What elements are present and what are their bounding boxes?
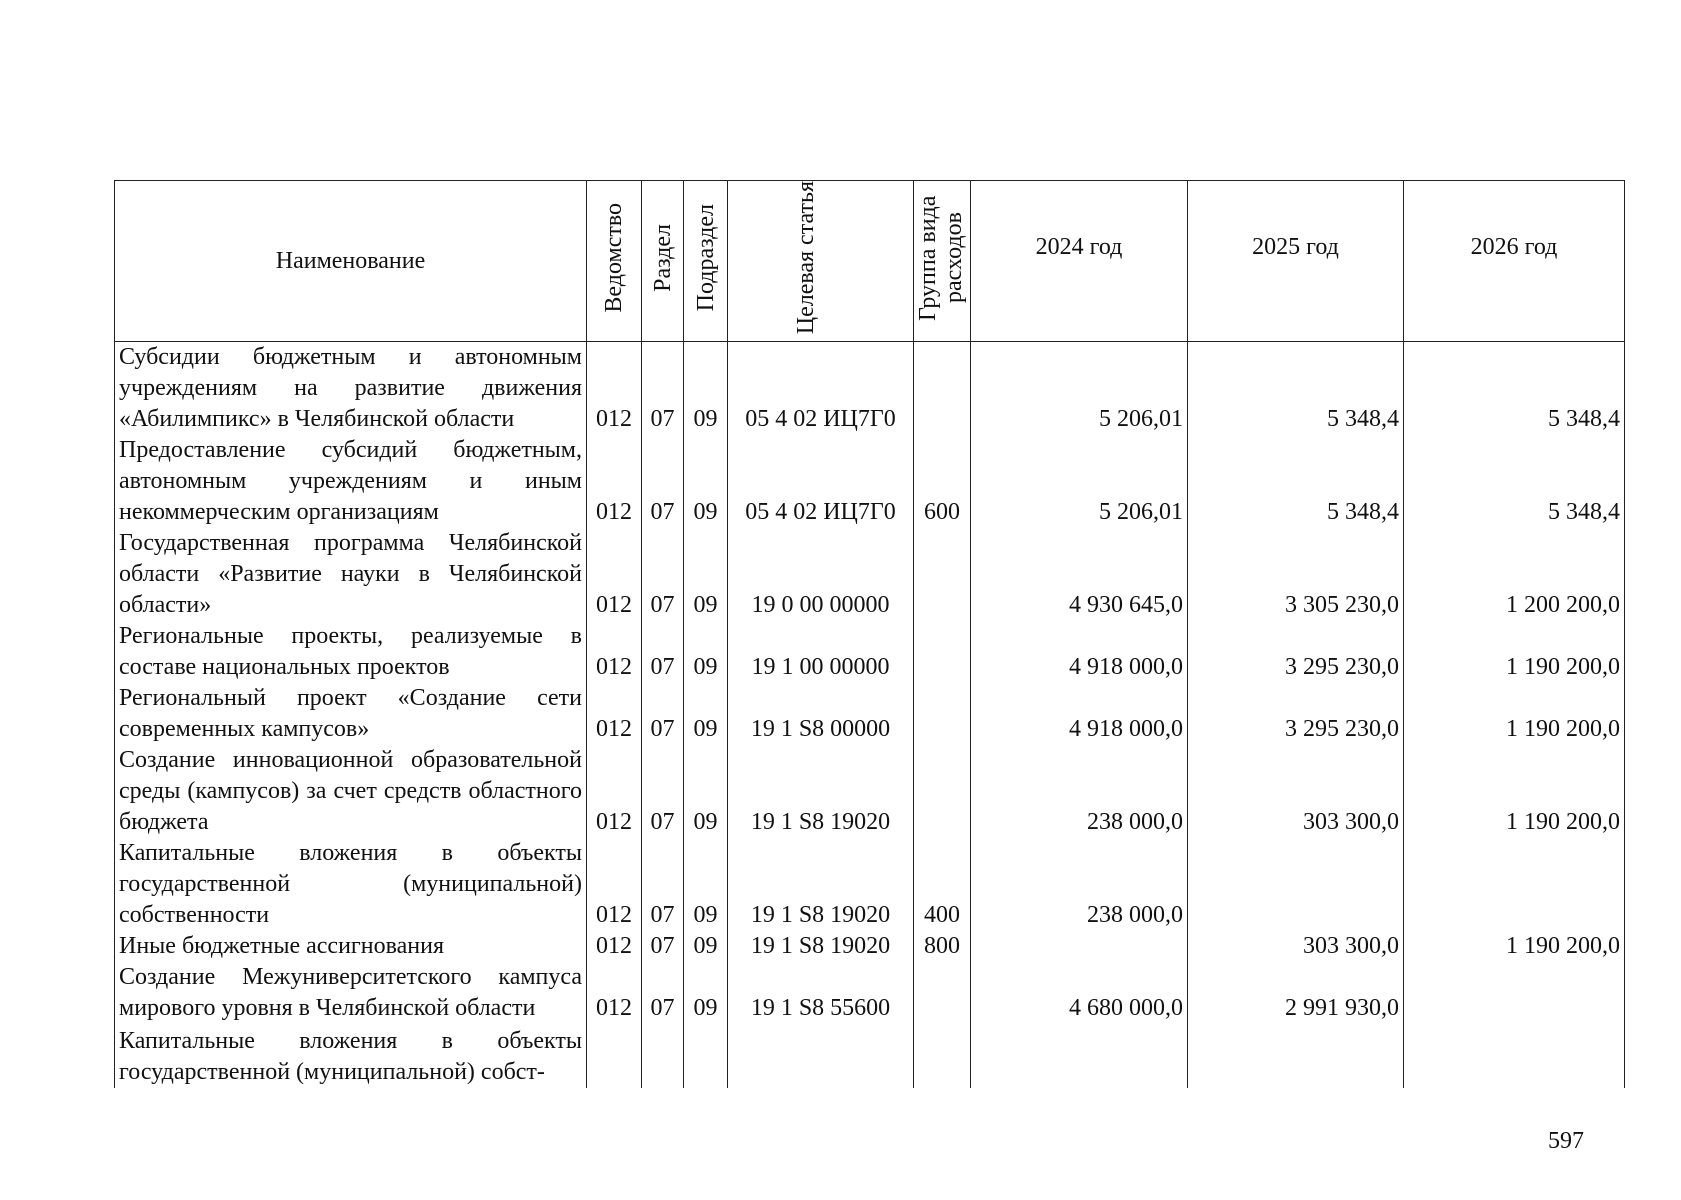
row-podrazdel: 09 bbox=[684, 962, 728, 1024]
row-name: Иные бюджетные ассигнования bbox=[115, 931, 587, 962]
row-value-2025: 5 348,4 bbox=[1188, 435, 1404, 528]
table-row bbox=[115, 342, 1625, 436]
row-gruppa bbox=[914, 528, 971, 621]
row-value-2026: 1 190 200,0 bbox=[1404, 931, 1625, 962]
row-vedomstvo bbox=[587, 1024, 642, 1088]
row-name: Региональные проекты, реализуемые в составе национальных проектов bbox=[115, 621, 587, 683]
table-row bbox=[115, 528, 1625, 621]
row-value-2025: 3 295 230,0 bbox=[1188, 683, 1404, 745]
row-value-2024: 4 930 645,0 bbox=[971, 528, 1188, 621]
row-podrazdel: 09 bbox=[684, 528, 728, 621]
row-razdel: 07 bbox=[642, 435, 684, 528]
row-podrazdel: 09 bbox=[684, 838, 728, 931]
row-vedomstvo: 012 bbox=[587, 931, 642, 962]
row-gruppa: 600 bbox=[914, 435, 971, 528]
row-name: Создание Межуниверситетского кампуса мирового уровня в Челябинской области bbox=[115, 962, 587, 1024]
table-row bbox=[115, 931, 1625, 962]
row-razdel: 07 bbox=[642, 745, 684, 838]
row-value-2025 bbox=[1188, 838, 1404, 931]
budget-sheet bbox=[114, 180, 1624, 1088]
row-podrazdel: 09 bbox=[684, 745, 728, 838]
row-celevaya-statya: 19 1 S8 19020 bbox=[728, 931, 914, 962]
row-celevaya-statya bbox=[728, 1024, 914, 1088]
row-celevaya-statya: 19 1 S8 19020 bbox=[728, 838, 914, 931]
header-podrazdel: Подраздел bbox=[684, 181, 728, 342]
row-gruppa bbox=[914, 621, 971, 683]
row-value-2024: 238 000,0 bbox=[971, 838, 1188, 931]
table-row bbox=[115, 745, 1625, 838]
row-razdel: 07 bbox=[642, 528, 684, 621]
table-row bbox=[115, 435, 1625, 528]
header-gruppa-vida-rashodov: Группа вида расходов bbox=[914, 181, 971, 342]
row-name: Государственная программа Челябинской области «Развитие науки в Челябинской области» bbox=[115, 528, 587, 621]
row-celevaya-statya: 19 0 00 00000 bbox=[728, 528, 914, 621]
row-razdel: 07 bbox=[642, 683, 684, 745]
row-value-2026 bbox=[1404, 1024, 1625, 1088]
table-row bbox=[115, 683, 1625, 745]
row-value-2026 bbox=[1404, 838, 1625, 931]
row-vedomstvo: 012 bbox=[587, 745, 642, 838]
row-name: Создание инновационной образовательной среды (кампусов) за счет средств областного бюджета bbox=[115, 745, 587, 838]
row-vedomstvo: 012 bbox=[587, 962, 642, 1024]
row-value-2024 bbox=[971, 931, 1188, 962]
row-value-2025: 303 300,0 bbox=[1188, 745, 1404, 838]
row-celevaya-statya: 19 1 00 00000 bbox=[728, 621, 914, 683]
row-vedomstvo: 012 bbox=[587, 342, 642, 436]
row-name: Капитальные вложения в объекты государственной (муниципальной) собственности bbox=[115, 838, 587, 931]
table-header-row bbox=[115, 181, 1625, 342]
row-gruppa bbox=[914, 745, 971, 838]
header-razdel: Раздел bbox=[642, 181, 684, 342]
row-value-2024: 5 206,01 bbox=[971, 435, 1188, 528]
table-row bbox=[115, 962, 1625, 1024]
row-podrazdel: 09 bbox=[684, 683, 728, 745]
row-vedomstvo: 012 bbox=[587, 838, 642, 931]
row-value-2025 bbox=[1188, 1024, 1404, 1088]
row-razdel: 07 bbox=[642, 342, 684, 436]
row-value-2026: 1 200 200,0 bbox=[1404, 528, 1625, 621]
table-row bbox=[115, 621, 1625, 683]
row-gruppa bbox=[914, 962, 971, 1024]
header-year-2025: 2025 год bbox=[1188, 181, 1404, 342]
header-year-2026: 2026 год bbox=[1404, 181, 1625, 342]
row-gruppa bbox=[914, 683, 971, 745]
table-row bbox=[115, 838, 1625, 931]
row-celevaya-statya: 05 4 02 ИЦ7Г0 bbox=[728, 342, 914, 436]
row-vedomstvo: 012 bbox=[587, 435, 642, 528]
row-value-2025: 3 305 230,0 bbox=[1188, 528, 1404, 621]
row-vedomstvo: 012 bbox=[587, 683, 642, 745]
row-value-2026: 1 190 200,0 bbox=[1404, 683, 1625, 745]
row-podrazdel: 09 bbox=[684, 342, 728, 436]
row-value-2024: 4 680 000,0 bbox=[971, 962, 1188, 1024]
row-name: Капитальные вложения в объекты государственной (муниципальной) собст- bbox=[115, 1024, 587, 1088]
row-razdel: 07 bbox=[642, 962, 684, 1024]
row-celevaya-statya: 19 1 S8 55600 bbox=[728, 962, 914, 1024]
row-celevaya-statya: 19 1 S8 00000 bbox=[728, 683, 914, 745]
header-year-2024: 2024 год bbox=[971, 181, 1188, 342]
header-vedomstvo: Ведомство bbox=[587, 181, 642, 342]
header-celevaya-statya: Целевая статья bbox=[728, 181, 914, 342]
row-razdel: 07 bbox=[642, 621, 684, 683]
row-value-2024: 238 000,0 bbox=[971, 745, 1188, 838]
table-row bbox=[115, 1024, 1625, 1088]
row-podrazdel: 09 bbox=[684, 931, 728, 962]
row-value-2025: 2 991 930,0 bbox=[1188, 962, 1404, 1024]
header-name: Наименование bbox=[115, 181, 587, 342]
row-podrazdel: 09 bbox=[684, 435, 728, 528]
row-name: Предоставление субсидий бюджетным, автономным учреждениям и иным некоммерческим организациям bbox=[115, 435, 587, 528]
row-value-2025: 303 300,0 bbox=[1188, 931, 1404, 962]
row-celevaya-statya: 05 4 02 ИЦ7Г0 bbox=[728, 435, 914, 528]
row-value-2026: 1 190 200,0 bbox=[1404, 621, 1625, 683]
row-razdel bbox=[642, 1024, 684, 1088]
row-gruppa bbox=[914, 1024, 971, 1088]
row-name: Региональный проект «Создание сети современных кампусов» bbox=[115, 683, 587, 745]
row-value-2026: 5 348,4 bbox=[1404, 435, 1625, 528]
row-gruppa: 400 bbox=[914, 838, 971, 931]
page-number: 597 bbox=[1548, 1128, 1584, 1154]
row-podrazdel: 09 bbox=[684, 621, 728, 683]
row-celevaya-statya: 19 1 S8 19020 bbox=[728, 745, 914, 838]
row-gruppa bbox=[914, 342, 971, 436]
budget-table bbox=[114, 180, 1625, 1088]
row-razdel: 07 bbox=[642, 931, 684, 962]
row-name: Субсидии бюджетным и автономным учреждениям на развитие движения «Абилимпикс» в Челябинской области bbox=[115, 342, 587, 436]
row-value-2024: 4 918 000,0 bbox=[971, 621, 1188, 683]
row-gruppa: 800 bbox=[914, 931, 971, 962]
row-value-2025: 3 295 230,0 bbox=[1188, 621, 1404, 683]
row-vedomstvo: 012 bbox=[587, 528, 642, 621]
row-podrazdel bbox=[684, 1024, 728, 1088]
row-value-2024: 4 918 000,0 bbox=[971, 683, 1188, 745]
row-value-2024 bbox=[971, 1024, 1188, 1088]
row-value-2026: 1 190 200,0 bbox=[1404, 745, 1625, 838]
row-value-2025: 5 348,4 bbox=[1188, 342, 1404, 436]
row-value-2026: 5 348,4 bbox=[1404, 342, 1625, 436]
row-razdel: 07 bbox=[642, 838, 684, 931]
row-value-2026 bbox=[1404, 962, 1625, 1024]
row-value-2024: 5 206,01 bbox=[971, 342, 1188, 436]
row-vedomstvo: 012 bbox=[587, 621, 642, 683]
